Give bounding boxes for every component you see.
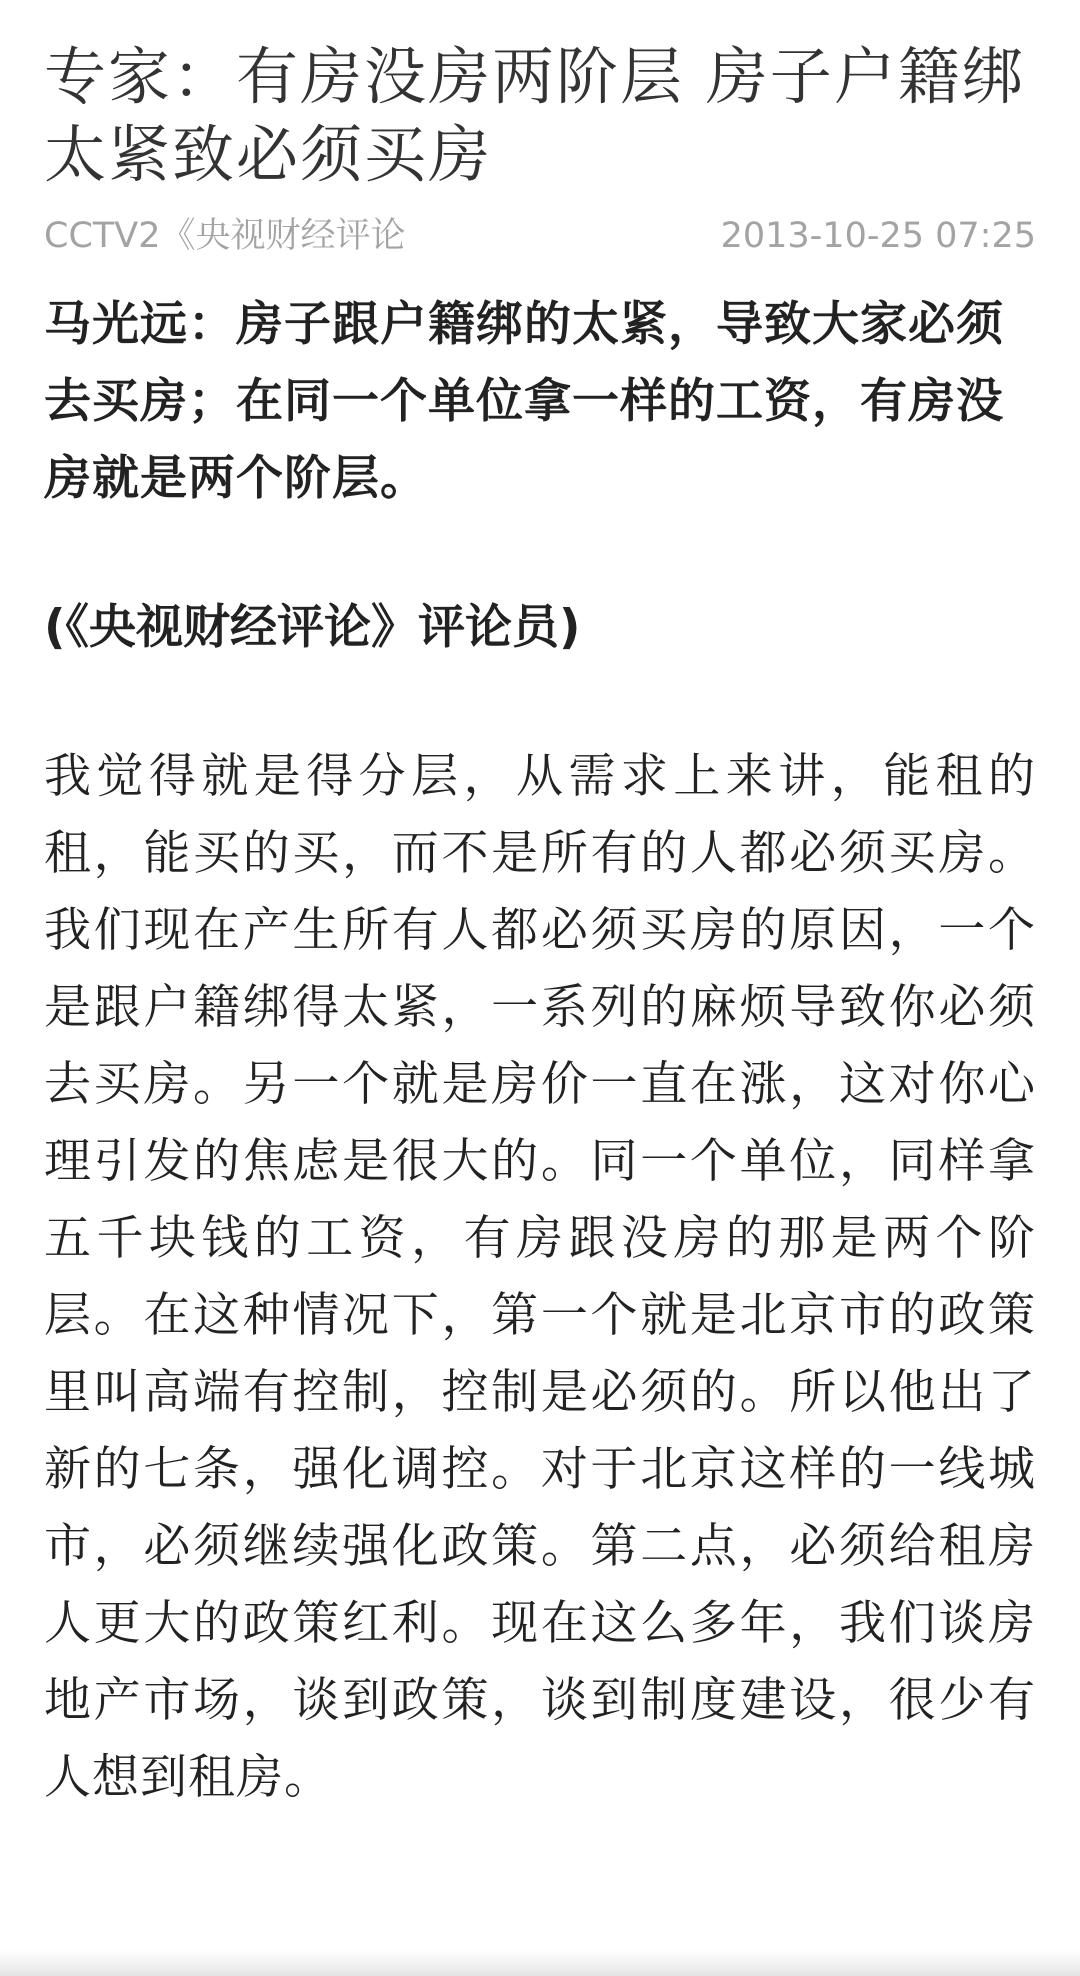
article-summary: 马光远：房子跟户籍绑的太紧，导致大家必须去买房；在同一个单位拿一样的工资，有房没房就是两个阶层。 (44, 297, 1004, 506)
article-headline: 专家：有房没房两阶层 房子户籍绑太紧致必须买房 (44, 40, 1026, 191)
speaker-note: (《央视财经评论》评论员) (44, 600, 581, 655)
bottom-fade-divider (0, 1950, 1080, 1976)
article-meta (44, 214, 1036, 258)
article-source: CCTV2《央视财经评论 (44, 216, 406, 256)
article-body: 我觉得就是得分层，从需求上来讲，能租的租，能买的买，而不是所有的人都必须买房。我们现在产生所有人都必须买房的原因，一个是跟户籍绑得太紧，一系列的麻烦导致你必须去买房。另一个就是房价一直在涨，这对你心理引发的焦虑是很大的。同一个单位，同样拿五千块钱的工资，有房跟没房的那是两个阶层。在这种情况下，第一个就是北京市的政策里叫高端有控制，控制是必须的。所以他出了新的七条，强化调控。对于北京这样的一线城市，必须继续强化政策。第二点，必须给租房人更大的政策红利。现在这么多年，我们谈房地产市场，谈到政策，谈到制度建设，很少有人想到租房。 (44, 749, 1036, 1805)
article-timestamp: 2013-10-25 07:25 (720, 216, 1036, 256)
